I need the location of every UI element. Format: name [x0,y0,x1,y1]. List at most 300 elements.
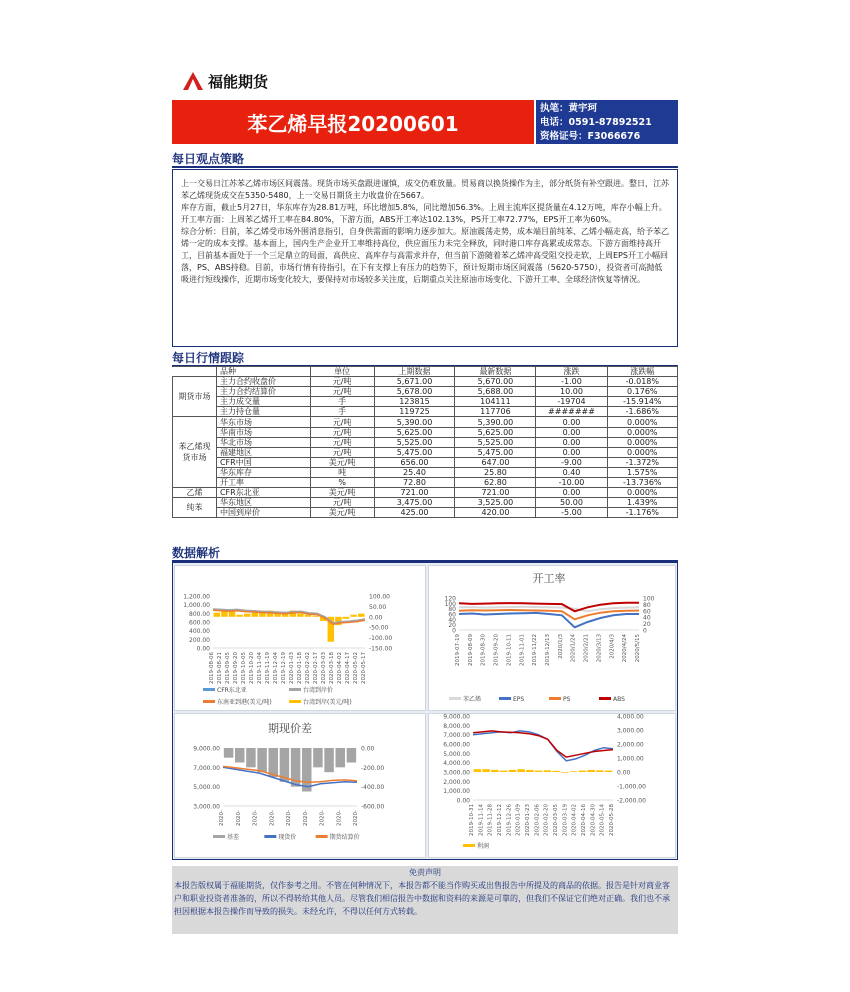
x-tick-label: 2019-09-20 [233,652,239,684]
x-tick-label: 2019-10-31 [469,804,475,836]
table-row [173,498,678,508]
x-tick-label: 2019-11-28 [487,804,494,836]
legend-swatch [203,700,215,703]
y-tick-label: 3,000.00 [193,803,220,811]
y-tick-label: 1,200.00 [183,593,210,601]
legend-swatch [203,688,215,691]
y-tick-label: 100 [444,600,456,608]
chart-basis [175,714,427,859]
table-cell: 62.80 [455,478,536,488]
bar [596,770,603,772]
table-cell: 5,688.00 [455,387,536,397]
bar [235,748,244,763]
table-cell: 420.00 [455,508,536,518]
x-tick-label: 2020- [269,810,276,826]
y2-tick-label: 0.00 [369,614,383,622]
bar [482,769,489,772]
table-cell: 元/吨 [310,437,374,447]
table-row [173,467,678,477]
table-cell: 5,475.00 [455,447,536,457]
bar [605,771,612,772]
table-row [173,447,678,457]
y2-tick-label: -1,000.00 [617,783,646,791]
bar [297,614,303,617]
table-cell: -19704 [536,397,607,407]
chart-profit-panel [428,713,676,858]
bar [257,748,266,772]
bar [491,770,498,772]
x-tick-label: 2020- [286,810,292,826]
x-tick-label: 2020-02-06 [534,804,541,836]
bar [535,771,542,772]
legend-swatch [316,835,328,838]
y-tick-label: 80 [448,606,456,614]
chart-profit [429,714,677,859]
table-cell: 元/吨 [310,377,374,387]
table-cell: 10.00 [536,387,607,397]
table-row [173,377,678,387]
x-tick-label: 2019-12-04 [273,652,279,684]
table-cell: 647.00 [455,457,536,467]
x-tick-label: 2019-08-21 [217,652,223,684]
x-tick-label: 2020- [235,810,242,826]
table-cell: 主力成交量 [216,397,310,407]
y2-tick-label: 60 [643,608,651,616]
y-tick-label: 8,000.00 [443,722,470,730]
series-line [223,766,357,782]
y2-tick-label: -600.00 [361,803,385,811]
table-cell: 0.00 [536,417,607,427]
table-cell: 104111 [455,397,536,407]
table-cell: 华北市场 [216,437,310,447]
table-cell: 0.00 [536,437,607,447]
table-cell: 5,678.00 [374,387,455,397]
y2-tick-label: 100 [643,595,655,603]
y2-tick-label: 0.00 [361,745,375,753]
table-cell: -1.00 [536,377,607,387]
series-line [459,613,639,627]
table-row [173,457,678,467]
series-line [223,767,357,786]
table-cell: -10.00 [536,478,607,488]
table-cell: 5,625.00 [374,427,455,437]
table-cell: 手 [310,407,374,417]
y-tick-label: 6,000.00 [443,741,470,749]
x-tick-label: 2020/3/13 [596,634,603,663]
legend-label: 期货结算价 [329,834,360,841]
table-header-cell: 上期数据 [374,367,455,377]
table-cell: 1.439% [607,498,677,508]
company-logo [183,70,268,92]
table-header-cell [173,367,217,377]
table-cell: 华东库存 [216,467,310,477]
x-tick-label: 2020-03-05 [553,804,559,836]
table-header-cell: 涨跌 [536,367,607,377]
x-tick-label: 2020-04-02 [337,652,343,684]
table-cell: 手 [310,397,374,407]
x-tick-label: 2020-05-17 [361,652,367,684]
table-cell: 5,390.00 [374,417,455,427]
table-cell: % [310,478,374,488]
table-cell: 0.000% [607,417,677,427]
y-tick-label: 400.00 [189,628,210,636]
x-tick-label: 2020/2/21 [583,634,590,663]
legend-label: 苯乙烯 [463,696,482,703]
y-tick-label: 7,000.00 [193,764,220,772]
table-cell: 华东市场 [216,417,310,427]
report-title: 苯乙烯早报20200601 [172,100,534,144]
y2-tick-label: 1,000.00 [617,755,644,763]
bar [229,612,235,617]
market-table [172,366,678,518]
y2-tick-label: 2,000.00 [617,741,644,749]
table-cell: 0.40 [536,467,607,477]
table-cell: 中国到岸价 [216,508,310,518]
table-cell: 3,525.00 [455,498,536,508]
chart-operating-rate-panel [428,565,676,711]
legend-swatch [499,697,511,700]
x-tick-label: 2020-03-18 [329,652,335,684]
author-info [536,100,678,144]
x-tick-label: 2019-08-06 [209,652,215,684]
legend-swatch [264,835,276,838]
disclaimer-box [172,866,678,934]
bar [305,615,311,617]
bar [324,748,333,772]
y-tick-label: 120 [444,595,456,603]
y-tick-label: 60 [448,611,456,619]
x-tick-label: 2020-05-02 [353,652,359,684]
table-cell: 0.000% [607,447,677,457]
x-tick-label: 2019-11-19 [265,652,271,684]
y-tick-label: 4,000.00 [443,760,470,768]
x-tick-label: 2020/4/24 [622,634,629,663]
table-header-cell: 最新数据 [455,367,536,377]
y-tick-label: 7,000.00 [443,732,470,740]
y2-tick-label: -400.00 [361,784,385,792]
table-header-cell: 品种 [216,367,310,377]
x-tick-label: 2019-09-20 [493,634,500,666]
x-tick-label: 2020/5/15 [635,634,641,663]
table-cell: CFR东北亚 [216,488,310,498]
y-tick-label: 9,000.00 [443,714,470,721]
section-title-view: 每日观点策略 [172,150,678,168]
y-tick-label: 1,000.00 [443,788,470,796]
table-header-cell: 涨跌幅 [607,367,677,377]
bar [350,615,356,617]
bar [302,748,311,792]
chart-price-panel [174,565,426,711]
table-row [173,437,678,447]
table-cell: -0.018% [607,377,677,387]
x-tick-label: 2019-07-19 [455,634,461,666]
y2-tick-label: -2,000.00 [617,797,646,805]
y-tick-label: 5,000.00 [443,750,470,758]
table-cell: 119725 [374,407,455,417]
table-cell: 0.000% [607,427,677,437]
view-paragraph-2: 库存方面，截止5月27日，华东库存为28.81万吨，环比增加5.8%，同比增加56.3%。上周主流库区提货量在4.12万吨，库存小幅上升。开工率方面：上周苯乙烯开工率在84.80%，下游方面，ABS开工率达102.13%，PS开工率72.77%，EPS开工率为60%。 [181,203,667,224]
view-box [172,169,678,347]
y-tick-label: 9,000.00 [193,745,220,753]
x-tick-label: 2019-12-26 [506,804,513,836]
legend-label: PS [563,696,571,703]
table-cell: 5,525.00 [455,437,536,447]
y2-tick-label: -150.00 [369,645,393,653]
chart-operating-rate [429,566,677,712]
table-cell: -9.00 [536,457,607,467]
x-tick-label: 2020-01-03 [289,652,295,684]
view-paragraph-1: 上一交易日江苏苯乙烯市场区间震荡。现货市场买盘跟进谨慎，成交仍难放量。贸易商以换货操作为主，部分纸货有补空跟进。整日，江苏苯乙烯现货成交在5350-5480，上一交易日期货主力收盘价在5667。 [181,179,669,200]
series-line [473,731,613,761]
table-cell: 72.80 [374,478,455,488]
x-tick-label: 2020-05-28 [609,804,615,836]
x-tick-label: 2020- [336,810,343,826]
bar [561,772,568,773]
x-tick-label: 2019-10-05 [241,652,247,684]
legend-swatch [289,688,301,691]
legend-label: 利润 [477,843,490,850]
table-cell: 开工率 [216,478,310,488]
bar [517,769,524,772]
legend-label: 现货价 [278,834,297,841]
bar [526,770,533,772]
x-tick-label: 2020- [353,810,359,826]
chart-basis-panel [174,713,426,858]
legend-label: 基差 [227,834,240,841]
x-tick-label: 2019-09-05 [225,652,231,684]
table-cell: 0.00 [536,447,607,457]
y2-tick-label: 3,000.00 [617,727,644,735]
table-cell: 0.00 [536,488,607,498]
y-tick-label: 1,000.00 [183,602,210,610]
x-tick-label: 2020- [252,810,259,826]
y-tick-label: 600.00 [189,619,210,627]
x-tick-label: 2020-04-17 [345,652,351,684]
bar [358,614,364,617]
table-cell: 华南市场 [216,427,310,437]
table-group-cell: 乙烯 [173,488,217,498]
table-cell: 美元/吨 [310,508,374,518]
x-tick-label: 2020- [219,810,225,826]
table-cell: 美元/吨 [310,457,374,467]
table-cell: 主力合约结算价 [216,387,310,397]
table-header-row [173,367,678,377]
table-cell: 5,475.00 [374,447,455,457]
table-cell: 华东地区 [216,498,310,508]
table-header-cell: 单位 [310,367,374,377]
chart-title: 期现价差 [268,722,312,735]
author-name: 执笔：黄宇珂 [540,103,598,114]
x-tick-label: 2020-04-16 [581,804,587,836]
x-tick-label: 2020-05-14 [599,804,606,836]
x-tick-label: 2020-04-02 [571,804,578,836]
table-cell: 5,625.00 [455,427,536,437]
section-title-analysis: 数据解析 [172,544,678,562]
table-row [173,417,678,427]
table-cell: -15.914% [607,397,677,407]
table-cell: -5.00 [536,508,607,518]
table-group-cell: 期货市场 [173,377,217,417]
table-cell: 5,390.00 [455,417,536,427]
bar [587,770,594,772]
legend-label: CFR东北亚 [217,687,247,694]
x-tick-label: 2020- [319,810,326,826]
table-cell: 117706 [455,407,536,417]
x-tick-label: 2019-10-11 [506,634,513,666]
legend-swatch [599,697,611,700]
table-row [173,387,678,397]
table-group-cell: 苯乙烯现货市场 [173,417,217,488]
legend-label: ABS [613,696,625,703]
bar [214,613,220,617]
bar [236,615,242,617]
logo-icon [183,72,203,90]
x-tick-label: 2019-12-19 [281,652,287,684]
table-cell: 元/吨 [310,498,374,508]
legend-swatch [289,700,301,703]
bar [312,616,318,617]
x-tick-label: 2020-03-03 [321,652,327,684]
table-cell: 25.80 [455,467,536,477]
bar [313,748,322,767]
table-group-cell: 纯苯 [173,498,217,518]
table-cell: 5,525.00 [374,437,455,447]
table-cell: 1.575% [607,467,677,477]
bar [500,771,507,772]
bar [579,771,586,772]
y2-tick-label: 0 [643,627,647,635]
y2-tick-label: 40 [643,614,651,622]
y-tick-label: 200.00 [189,636,210,644]
table-cell: 5,671.00 [374,377,455,387]
x-tick-label: 2020/1/3 [557,634,564,659]
y-tick-label: 0.00 [196,645,210,653]
legend-label: EPS [513,696,525,703]
table-cell: 5,670.00 [455,377,536,387]
x-tick-label: 2019-11-04 [257,652,263,684]
y2-tick-label: 100.00 [369,593,390,601]
x-tick-label: 2020-02-20 [543,804,550,836]
bar [252,613,258,617]
x-tick-label: 2020-01-18 [297,652,303,684]
bar [269,748,278,777]
bar [474,769,481,772]
x-tick-label: 2020-03-19 [562,804,569,836]
y2-tick-label: 20 [643,621,651,629]
x-tick-label: 2020/4/3 [609,634,616,659]
company-name: 福能期货 [208,72,269,91]
table-cell: 美元/吨 [310,488,374,498]
series-line [473,731,613,757]
legend-swatch [549,697,561,700]
y2-tick-label: -100.00 [369,635,393,643]
y-tick-label: 20 [448,622,456,630]
table-cell: 425.00 [374,508,455,518]
table-cell: CFR中国 [216,457,310,467]
table-cell: 721.00 [455,488,536,498]
chart-title: 开工率 [532,572,566,585]
y2-tick-label: -50.00 [369,624,389,632]
x-tick-label: 2019-11-01 [519,634,526,666]
x-tick-label: 2019-10-20 [249,652,255,684]
bar [343,617,349,619]
table-cell: 元/吨 [310,447,374,457]
legend-swatch [213,835,225,838]
view-paragraph-3: 综合分析：目前，苯乙烯受市场外围消息指引，自身供需面的影响力逐步加大。原油震荡走势，成本端目前纯苯、乙烯小幅走高，给予苯乙烯一定的成本支撑。基本面上，国内生产企业开工率维持高位，供应面压力未完全释放，同时港口库存高累或成常态。下游方面维持高开工，目前基本面处于一个三足鼎立的局面，高供应、高库存与高需求并存，但当前下游随着苯乙烯冲高受阻交投走软，上周EPS开工小幅回落，PS、ABS持稳。目前，市场行情有待指引，在下有支撑上有压力的趋势下，预计短期市场区间震荡（5620-5750），投资者可高抛低吸进行短线操作，近期市场变化较大，要保持对市场较多关注度，后期重点关注原油市场变化、下游开工率、全球经济恢复等情况。 [181,227,669,284]
table-cell: 0.000% [607,488,677,498]
legend-swatch [449,697,461,700]
y-tick-label: 5,000.00 [193,784,220,792]
x-tick-label: 2019-12-12 [497,804,503,836]
x-tick-label: 2020-02-17 [313,652,319,684]
x-tick-label: 2019-08-09 [467,634,474,666]
table-row [173,488,678,498]
x-tick-label: 2020-01-23 [525,804,531,836]
table-cell: 主力合约收盘价 [216,377,310,387]
table-cell: 25.40 [374,467,455,477]
table-cell: -1.372% [607,457,677,467]
y2-tick-label: -200.00 [361,764,385,772]
y-tick-label: 2,000.00 [443,778,470,786]
table-row [173,397,678,407]
table-cell: 主力持仓量 [216,407,310,417]
y2-tick-label: 50.00 [369,603,387,611]
table-cell: 123815 [374,397,455,407]
table-cell: 元/吨 [310,387,374,397]
table-row [173,427,678,437]
legend-label: 台湾到岸价 [303,687,334,694]
legend-label: 台湾到岸(美元/吨) [303,699,352,706]
legend-label: 东南亚到港(美元/吨) [217,699,272,706]
table-cell: -1.686% [607,407,677,417]
table-cell: 50.00 [536,498,607,508]
table-cell: -1.176% [607,508,677,518]
x-tick-label: 2020- [302,810,309,826]
x-tick-label: 2019-11-14 [478,804,485,836]
table-cell: 0.176% [607,387,677,397]
table-cell: 吨 [310,467,374,477]
bar [246,748,255,767]
bar [509,770,516,772]
y-tick-label: 0 [452,627,456,635]
y-tick-label: 40 [448,616,456,624]
x-tick-label: 2019-12/13 [545,634,551,666]
bar [244,614,250,617]
x-tick-label: 2020-04-30 [590,804,597,836]
table-cell: 元/吨 [310,427,374,437]
x-tick-label: 2019-11/22 [532,634,539,666]
x-tick-label: 2020/1/24 [570,634,577,663]
legend-swatch [463,844,475,847]
y-tick-label: 3,000.00 [443,769,470,777]
table-cell: 0.00 [536,427,607,437]
author-license: 资格证号：F3066676 [540,131,641,142]
table-cell: 3,475.00 [374,498,455,508]
disclaimer-text: 本报告版权属于福能期货，仅作参考之用。不管在何种情况下，本报告都不能当作购买或出售报告中所提及的商品的依据。报告是针对商业客户和职业投资者准备的，所以不得转给其他人员。尽管我们相信报告中数据和资料的来源是可靠的，但我们不保证它们绝对正确。我们也不承担因根据本报告操作而导致的损失。未经允许，不得以任何方式转载。 [174,881,670,916]
table-cell: -13.736% [607,478,677,488]
table-row [173,478,678,488]
y2-tick-label: 80 [643,601,651,609]
bar [224,748,233,758]
y2-tick-label: 4,000.00 [617,714,644,721]
table-cell: 福建地区 [216,447,310,457]
table-cell: ####### [536,407,607,417]
chart-price [175,566,427,712]
table-cell: 656.00 [374,457,455,467]
bar [552,771,559,772]
x-tick-label: 2019-08-30 [480,634,487,666]
bar [544,770,551,772]
